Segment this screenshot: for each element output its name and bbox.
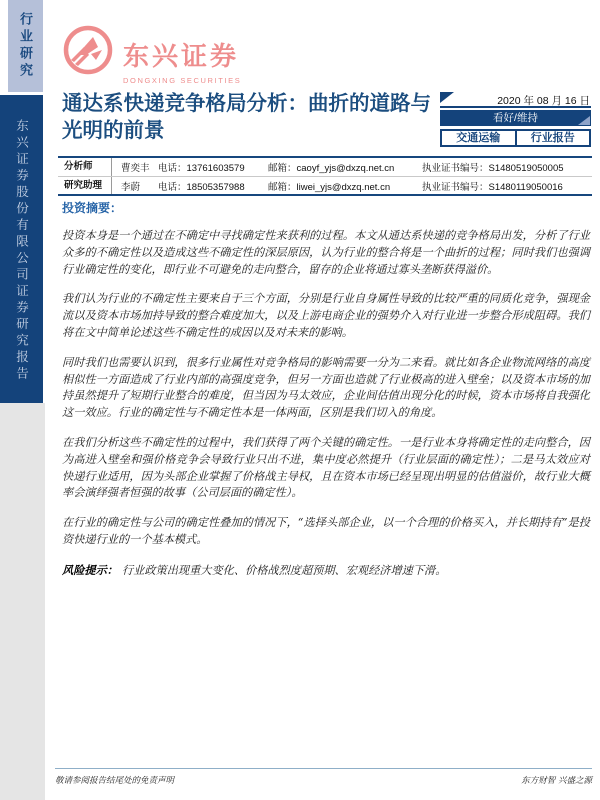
report-title-line2: 光明的前景 <box>62 119 165 142</box>
risk-warning <box>62 562 590 580</box>
table-row <box>58 176 592 194</box>
analyst-phone: 电话：18505357988 <box>158 181 245 193</box>
industry-category-cell: 交通运输 <box>456 132 501 144</box>
page-edge-strip <box>0 403 45 800</box>
flag-triangle-icon <box>440 92 454 103</box>
logo-english-name: DONGXING SECURITIES <box>123 76 242 85</box>
footer-slogan: 东方财智 兴盛之源 <box>521 776 592 786</box>
risk-warning-label: 风险提示： <box>62 562 118 577</box>
investment-summary <box>62 199 590 593</box>
company-logo <box>62 24 241 85</box>
summary-paragraph: 在我们分析这些不确定性的过程中，我们获得了两个关键的确定性。一是行业本身将确定性的走向整合，因为高进入壁垒和强价格竞争会导致行业只出不进，集中度必然提升（行业层面的确定性）；二是马太效应对快递行业适用，因为头部企业掌握了价格战主导权，且在资本市场已经呈现出明显的估值溢价，故行业大概率会演绎强者恒强的故事（公司层面的确定性）。 <box>62 435 590 500</box>
footer-disclaimer: 敬请参阅报告结尾处的免责声明 <box>55 776 175 786</box>
page-footer <box>55 768 592 786</box>
logo-chinese-name: 东兴证券 <box>123 41 240 71</box>
summary-paragraph: 投资本身是一个通过在不确定中寻找确定性来获利的过程。本文从通达系快递的竞争格局出发，分析了行业众多的不确定性以及造成这些不确定性的深层原因，认为行业的整合将是一个曲折的过程；同时我们也强调行业确定性的变化，即行业不可避免的走向整合，留存的企业将通过寡头垄断获得溢价。 <box>62 229 590 276</box>
report-date: 2020 年 08 月 16 日 <box>497 95 590 107</box>
rating-badge <box>440 110 591 126</box>
date-row <box>440 92 591 108</box>
table-row <box>58 158 592 176</box>
sidebar-industry-label: 行业研究 <box>18 12 33 80</box>
report-title <box>62 90 442 144</box>
summary-paragraph: 在行业的确定性与公司的确定性叠加的情况下，“选择头部企业，以一个合理的价格买入，并长期持有”是投资快递行业的一个基本模式。 <box>62 516 590 546</box>
analyst-email: 邮箱：caoyf_yjs@dxzq.net.cn <box>268 163 395 174</box>
analyst-email: 邮箱：liwei_yjs@dxzq.net.cn <box>268 181 391 193</box>
rating-badge-label: 看好/维持 <box>493 112 538 124</box>
analyst-name: 李蔚 <box>121 181 141 193</box>
summary-heading: 投资摘要： <box>62 201 123 215</box>
report-meta-box <box>440 92 591 147</box>
analyst-cert: 执业证书编号：S1480119050016 <box>422 181 563 193</box>
analyst-table <box>58 156 592 196</box>
analyst-cert: 执业证书编号：S1480519050005 <box>422 163 564 174</box>
corner-triangle-icon <box>578 116 590 125</box>
report-type-cell: 行业报告 <box>515 131 590 145</box>
summary-paragraph: 我们认为行业的不确定性主要来自于三个方面，分别是行业自身属性导致的比较严重的同质化竞争，强现金流以及资本市场加持导致的整合难度加大，以及上游电商企业的强势介入对行业进一步整合形成阻碍。我们将在文中简单论述这些不确定性的成因以及对未来的影响。 <box>62 292 590 339</box>
sidebar-company-label: 东兴证券股份有限公司证券研究报告 <box>14 119 29 383</box>
risk-warning-text: 行业政策出现重大变化、价格战烈度超预期、宏观经济增速下滑。 <box>121 563 447 577</box>
dongxing-logo-icon <box>62 24 114 76</box>
category-row <box>440 129 591 147</box>
analyst-role: 研究助理 <box>58 177 112 194</box>
summary-paragraph: 同时我们也需要认识到，很多行业属性对竞争格局的影响需要一分为二来看。就比如各企业物流网络的高度相似性一方面造成了行业内部的高强度竞争，但另一方面也造就了行业极高的进入壁垒；以及资本市场的加持虽然提升了短期行业整合的难度，但当因为马太效应，企业间估值出现分化的时候，资本市场将自我强化这一效应。行业的确定性与不确定性本是一体两面，区别是我们切入的角度。 <box>62 355 590 420</box>
report-title-line1: 通达系快递竞争格局分析：曲折的道路与 <box>62 92 431 115</box>
analyst-name: 曹奕丰 <box>121 163 150 174</box>
sidebar-company-strip <box>0 95 43 403</box>
analyst-phone: 电话：13761603579 <box>158 163 245 174</box>
logo-text <box>123 36 241 85</box>
analyst-role: 分析师 <box>58 158 112 176</box>
sidebar-industry-tab <box>8 0 43 92</box>
